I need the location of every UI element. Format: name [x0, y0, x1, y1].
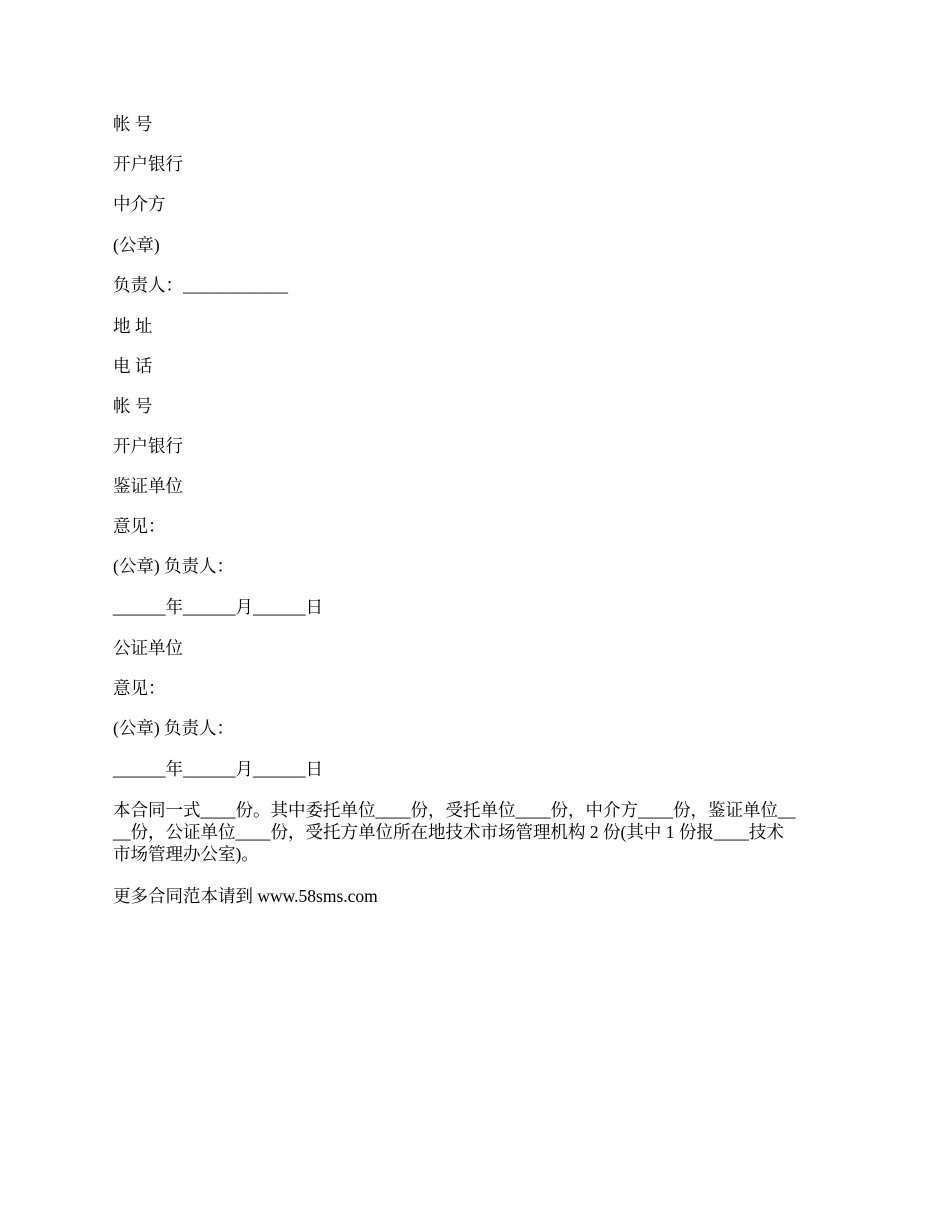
phone-label: 电 话 — [113, 356, 153, 376]
footer-note: 更多合同范本请到 www.58sms.com — [113, 886, 378, 906]
copies-paragraph-line-1: 本合同一式____份。其中委托单位____份，受托单位____份，中介方____份，鉴证单位__ — [113, 800, 796, 820]
opinion-label-1: 意见： — [113, 516, 166, 536]
intermediary-label: 中介方 — [113, 194, 166, 214]
responsible-person-field: 负责人：____________ — [113, 275, 288, 295]
opinion-label-2: 意见： — [113, 678, 166, 698]
date-line-1: ______年______月______日 — [113, 597, 323, 617]
account-number-label-1: 帐 号 — [113, 114, 153, 134]
copies-paragraph-line-3: 市场管理办公室)。 — [113, 844, 259, 864]
bank-label-2: 开户银行 — [113, 436, 183, 456]
seal-responsible-line-1: (公章) 负责人： — [113, 556, 235, 576]
document-page — [113, 0, 840, 1230]
account-number-label-2: 帐 号 — [113, 396, 153, 416]
copies-paragraph-line-2: __份，公证单位____份，受托方单位所在地技术市场管理机构 2 份(其中 1 份报____技术 — [113, 822, 784, 842]
bank-label-1: 开户银行 — [113, 154, 183, 174]
date-line-2: ______年______月______日 — [113, 759, 323, 779]
verification-unit-label: 鉴证单位 — [113, 476, 183, 496]
address-label: 地 址 — [113, 316, 153, 336]
notary-unit-label: 公证单位 — [113, 638, 183, 658]
seal-label-1: (公章) — [113, 235, 160, 255]
seal-responsible-line-2: (公章) 负责人： — [113, 718, 235, 738]
